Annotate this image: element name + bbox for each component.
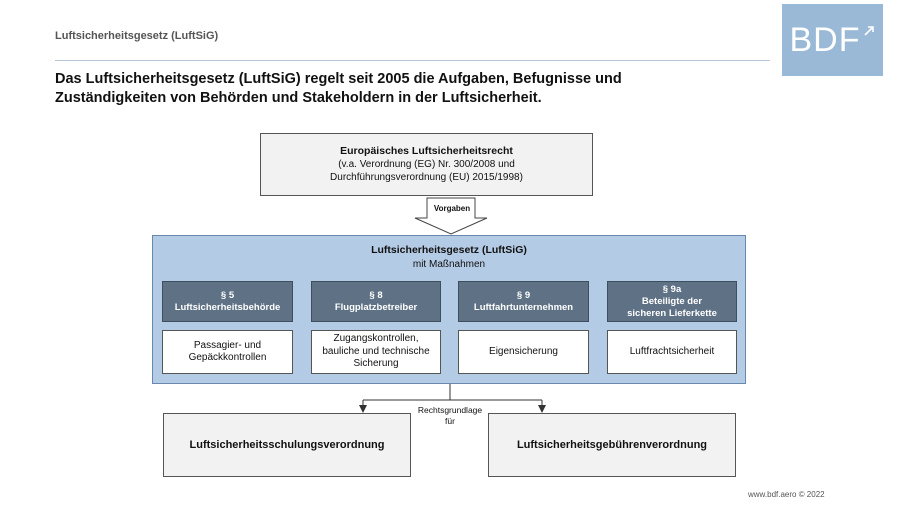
section-name: Luftsicherheitsbehörde [174, 301, 281, 313]
footer-copyright: www.bdf.aero © 2022 [748, 490, 825, 499]
section-para: § 8 [369, 289, 383, 301]
measure-line: Eigensicherung [489, 345, 558, 357]
measure-line: bauliche und technische [322, 345, 430, 357]
eu-law-title: Europäisches Luftsicherheitsrecht [340, 145, 513, 157]
section-para: § 5 [220, 289, 235, 301]
measure-line: Sicherung [353, 358, 399, 370]
rechtsgrundlage-label [400, 405, 500, 427]
measure-line: Passagier- und [193, 339, 262, 351]
eu-law-line-1: (v.a. Verordnung (EG) Nr. 300/2008 und [338, 159, 515, 170]
schulungsverordnung-label: Luftsicherheitsschulungsverordnung [189, 439, 385, 451]
section-name: sicheren Lieferkette [627, 307, 717, 319]
logo-text: BDF [789, 20, 861, 59]
section-para: § 9 [516, 289, 531, 301]
section-para: § 9a [662, 283, 682, 295]
link-label-line-2: für [445, 416, 455, 426]
section-name: Luftfahrtunternehmen [473, 301, 574, 313]
schulungsverordnung-box [163, 413, 411, 477]
measure-line: Gepäckkontrollen [188, 352, 267, 363]
luftsig-title: Luftsicherheitsgesetz (LuftSiG) [371, 244, 527, 256]
link-label-line-1: Rechtsgrundlage [417, 405, 483, 415]
gebuehrenverordnung-box [488, 413, 736, 477]
eu-law-line-2: Durchführungsverordnung (EU) 2015/1998) [330, 172, 523, 183]
luftsig-subtitle: mit Maßnahmen [412, 259, 486, 270]
slide-header-title: Luftsicherheitsgesetz (LuftSiG) [55, 30, 219, 42]
headline-line-2: Zuständigkeiten von Behörden und Stakeholdern in der Luftsicherheit. [55, 90, 542, 106]
section-name: Beteiligte der [641, 295, 703, 307]
gebuehrenverordnung-label: Luftsicherheitsgebührenverordnung [516, 439, 708, 451]
measure-line: Zugangskontrollen, [333, 333, 419, 345]
vorgaben-label: Vorgaben [433, 204, 471, 213]
measure-line: Luftfrachtsicherheit [629, 345, 715, 357]
section-name: Flugplatzbetreiber [334, 301, 418, 313]
headline-line-1: Das Luftsicherheitsgesetz (LuftSiG) regelt seit 2005 die Aufgaben, Befugnisse und [55, 71, 622, 87]
